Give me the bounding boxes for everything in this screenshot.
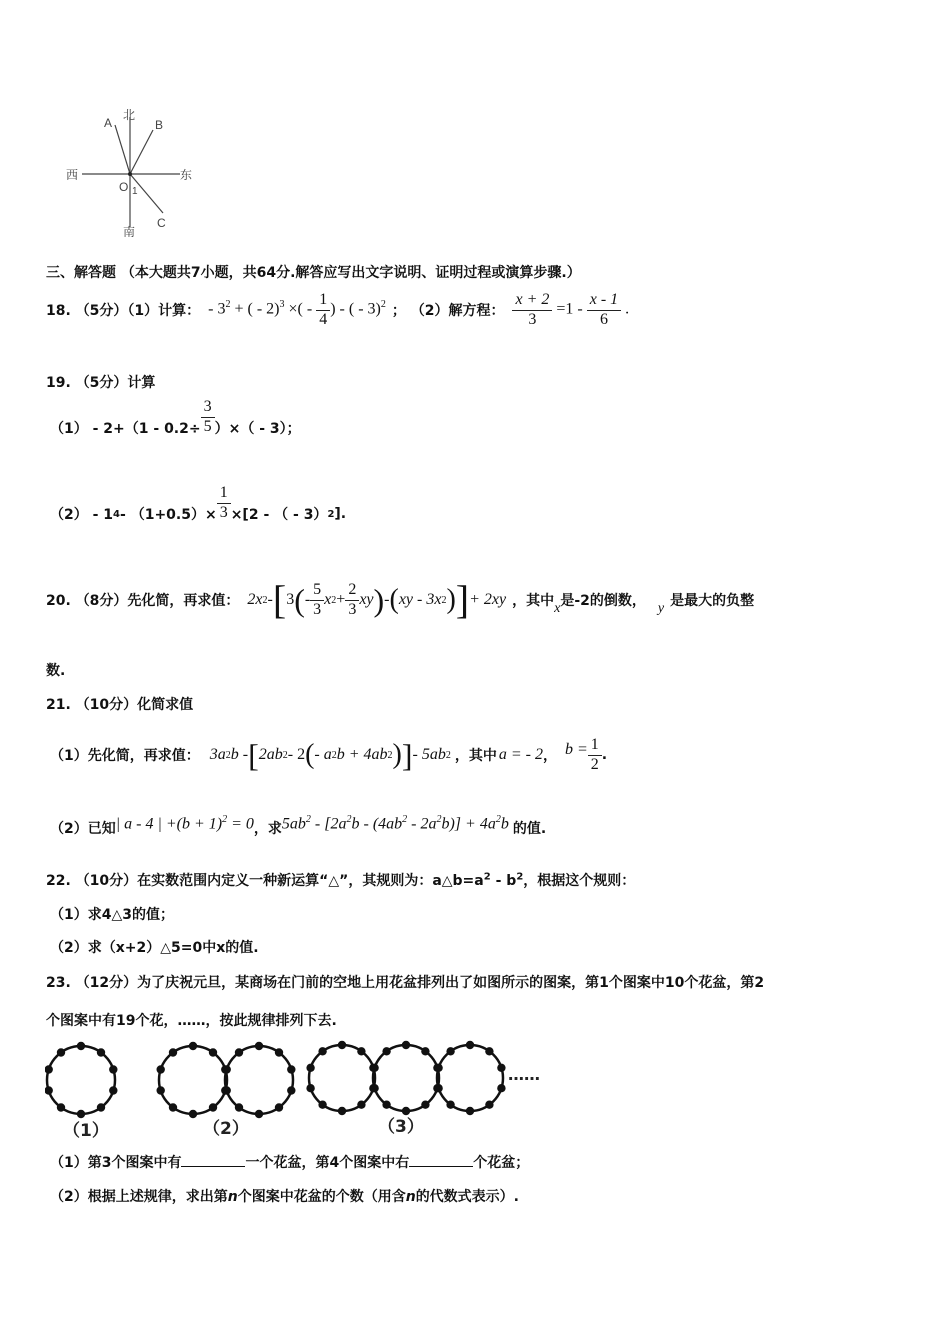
flowerpot-ring xyxy=(159,1046,227,1114)
q22-title: 22. （10分）在实数范围内定义一种新运算“△”，其规则为：$a\triangle b=a^2 - b^2$，根据这个规则： xyxy=(46,871,636,889)
flowerpot-dot xyxy=(318,1101,326,1109)
flowerpot-dot xyxy=(306,1064,314,1072)
label-south: 南 xyxy=(123,225,136,239)
flowerpot-dot xyxy=(109,1065,117,1073)
label-a: A xyxy=(104,116,113,130)
q21-part2: （2）已知 | a - 4 | $+(b + 1)^2 = 0$ ，求 $5ab^2 - [2a^2b - (4ab^2 - 2a^2b)] + 4a^2b$ 的值. xyxy=(50,814,547,837)
question-18 xyxy=(46,290,629,330)
flowerpot-dot xyxy=(402,1107,410,1115)
flowerpot-dot xyxy=(209,1103,217,1111)
flowerpot-dot xyxy=(45,1086,53,1094)
flowerpot-dot xyxy=(45,1065,53,1073)
flowerpot-dot xyxy=(77,1110,85,1118)
flowerpot-dot xyxy=(446,1101,454,1109)
flowerpot-dot xyxy=(109,1086,117,1094)
flowerpot-ring xyxy=(309,1045,375,1111)
q22-part1: （1）求4△3的值； xyxy=(50,907,174,923)
var-x: x xyxy=(554,601,561,616)
flowerpot-dot xyxy=(235,1103,243,1111)
pattern-label-1: （1） xyxy=(63,1121,109,1141)
q23-part1: （1）第3个图案中有 一个花盆，第4个图案中右 个花盆； xyxy=(50,1155,530,1171)
flowerpot-dot xyxy=(497,1084,505,1092)
pattern-label-2: （2） xyxy=(203,1119,249,1139)
ray-oa xyxy=(115,125,130,174)
flowerpot-dot xyxy=(382,1047,390,1055)
flowerpot-ring xyxy=(373,1045,439,1111)
q19-part2: （2） - 1 4 - （1+0.5）× $\frac{1}{3}$ ×[2 - （ - 3） 2 ]. xyxy=(50,484,347,523)
flowerpot-ring xyxy=(225,1046,293,1114)
flowerpot-dot xyxy=(466,1041,474,1049)
flowerpot-dot xyxy=(382,1101,390,1109)
origin-point xyxy=(128,172,132,176)
q18-fraction-3: $\frac{x - 1}{6}$ xyxy=(587,291,621,329)
flowerpot-rings xyxy=(45,1041,506,1118)
q18-equation: $\frac{x + 2}{3}$ =1 - $\frac{x - 1}{6}$ . xyxy=(512,291,629,329)
flowerpot-dot xyxy=(421,1101,429,1109)
continuation-dots: …… xyxy=(508,1065,540,1084)
flowerpot-dot xyxy=(97,1048,105,1056)
flowerpot-dot xyxy=(357,1047,365,1055)
flowerpot-ring xyxy=(437,1045,503,1111)
flowerpot-dot xyxy=(57,1103,65,1111)
flowerpot-dot xyxy=(255,1042,263,1050)
flowerpot-patterns xyxy=(45,1038,565,1146)
flowerpot-dot xyxy=(209,1048,217,1056)
flowerpot-dot xyxy=(338,1107,346,1115)
section-heading: 三、解答题 （本大题共7小题，共64分.解答应写出文字说明、证明过程或演算步骤.） xyxy=(46,265,581,281)
q19-part1: （1） - 2+（1 - 0.2÷ $\frac{3}{5}$ ）×（ - 3）； xyxy=(50,398,301,437)
var-y: y xyxy=(657,601,665,616)
q21-expression-2: $5ab^2 - [2a^2b - (4ab^2 - 2a^2b)] + 4a^2b$ xyxy=(281,814,509,833)
q22-part2: （2）求（x+2）△5=0中x的值. xyxy=(50,940,259,956)
flowerpot-dot xyxy=(235,1048,243,1056)
flowerpot-dot xyxy=(275,1103,283,1111)
flowerpot-dot xyxy=(357,1101,365,1109)
q18-fraction-1: $\frac{1}{4}$ xyxy=(316,291,330,329)
pattern-label-3: （3） xyxy=(378,1117,424,1137)
q19-title: 19. （5分）计算 xyxy=(46,375,156,391)
q18-expr1: - $3^2$ + ( - 2)$^3$ ×( - $\frac{1}{4}$ ) - ( - 3)$^2$ xyxy=(208,291,386,328)
flowerpot-dot xyxy=(402,1041,410,1049)
label-angle-1: 1 xyxy=(132,186,138,197)
flowerpot-dot xyxy=(497,1064,505,1072)
q19-fraction-1: $\frac{3}{5}$ xyxy=(201,398,215,436)
q21-condition: | a - 4 | $+(b + 1)^2 = 0$ xyxy=(115,814,254,833)
flowerpot-dot xyxy=(421,1047,429,1055)
q21-fraction-b: $\frac{1}{2}$ xyxy=(588,736,602,774)
flowerpot-dot xyxy=(485,1101,493,1109)
label-c: C xyxy=(157,216,166,230)
question-20: 20. （8分）先化简，再求值： 2x 2 - [ 3 ( - $\frac{5}{3}$ x 2 + $\frac{2}{3}$ xy ) - ( xy - 3x 2 ) ] + 2xy ，其中 x 是-2的倒数， y 是最大的负整 xyxy=(46,577,755,622)
ray-ob xyxy=(130,130,153,174)
flowerpot-dot xyxy=(434,1064,442,1072)
flowerpot-dot xyxy=(446,1047,454,1055)
flowerpot-dot xyxy=(97,1103,105,1111)
flowerpot-dot xyxy=(255,1110,263,1118)
flowerpot-dot xyxy=(169,1103,177,1111)
label-west: 西 xyxy=(66,168,79,182)
flowerpot-dot xyxy=(287,1065,295,1073)
flowerpot-dot xyxy=(434,1084,442,1092)
flowerpot-dot xyxy=(287,1086,295,1094)
flowerpot-dot xyxy=(275,1048,283,1056)
label-b: B xyxy=(155,118,164,132)
q23-part2: （2）根据上述规律，求出第n个图案中花盆的个数（用含n的代数式表示）. xyxy=(50,1189,520,1205)
q21-expression-1: 3a 2 b - [ 2ab 2 - 2 ( - a 2 b + 4ab 2 ) ] - 5ab 2 xyxy=(209,737,451,773)
q21-part1: （1）先化简，再求值： 3a 2 b - [ 2ab 2 - 2 ( - a 2 b + 4ab 2 ) ] - 5ab 2 ，其中 a = - 2 ， b = $\frac{1}{2}$ . xyxy=(50,736,608,773)
flowerpot-dot xyxy=(370,1084,378,1092)
flowerpot-dot xyxy=(169,1048,177,1056)
flowerpot-dot xyxy=(189,1110,197,1118)
compass-diagram xyxy=(60,105,210,240)
flowerpot-dot xyxy=(157,1086,165,1094)
flowerpot-dot xyxy=(223,1086,231,1094)
flowerpot-dot xyxy=(223,1065,231,1073)
q19-fraction-2: $\frac{1}{3}$ xyxy=(217,484,231,522)
flowerpot-dot xyxy=(338,1041,346,1049)
q23-title-line2: 个图案中有19个花，……，按此规律排列下去. xyxy=(46,1013,337,1029)
flowerpot-dot xyxy=(485,1047,493,1055)
flowerpot-dot xyxy=(77,1042,85,1050)
q20-fraction-1: $\frac{5}{3}$ xyxy=(310,581,324,619)
label-o: O xyxy=(119,180,129,194)
q23-title-line1: 23. （12分）为了庆祝元旦，某商场在门前的空地上用花盆排列出了如图所示的图案，第1个图案中10个花盆，第2 xyxy=(46,975,765,991)
q18-prefix: 18. （5分）（1）计算： xyxy=(46,303,201,319)
q18-mid: ； （2）解方程： xyxy=(391,303,505,319)
flowerpot-dot xyxy=(306,1084,314,1092)
label-north: 北 xyxy=(123,108,136,122)
q21-title: 21. （10分）化简求值 xyxy=(46,697,194,713)
label-east: 东 xyxy=(180,168,193,182)
answer-blank-1[interactable] xyxy=(181,1154,245,1167)
flowerpot-dot xyxy=(57,1048,65,1056)
answer-blank-2[interactable] xyxy=(409,1154,473,1167)
flowerpot-dot xyxy=(318,1047,326,1055)
flowerpot-dot xyxy=(370,1064,378,1072)
q20-fraction-2: $\frac{2}{3}$ xyxy=(345,581,359,619)
flowerpot-ring xyxy=(47,1046,115,1114)
flowerpot-dot xyxy=(157,1065,165,1073)
q20-expression: 2x 2 - [ 3 ( - $\frac{5}{3}$ x 2 + $\frac{2}{3}$ xy ) - ( xy - 3x 2 ) ] + 2xy xyxy=(247,577,507,622)
q18-fraction-2: $\frac{x + 2}{3}$ xyxy=(512,291,552,329)
q20-continuation: 数. xyxy=(46,663,66,679)
flowerpot-dot xyxy=(189,1042,197,1050)
flowerpot-dot xyxy=(466,1107,474,1115)
